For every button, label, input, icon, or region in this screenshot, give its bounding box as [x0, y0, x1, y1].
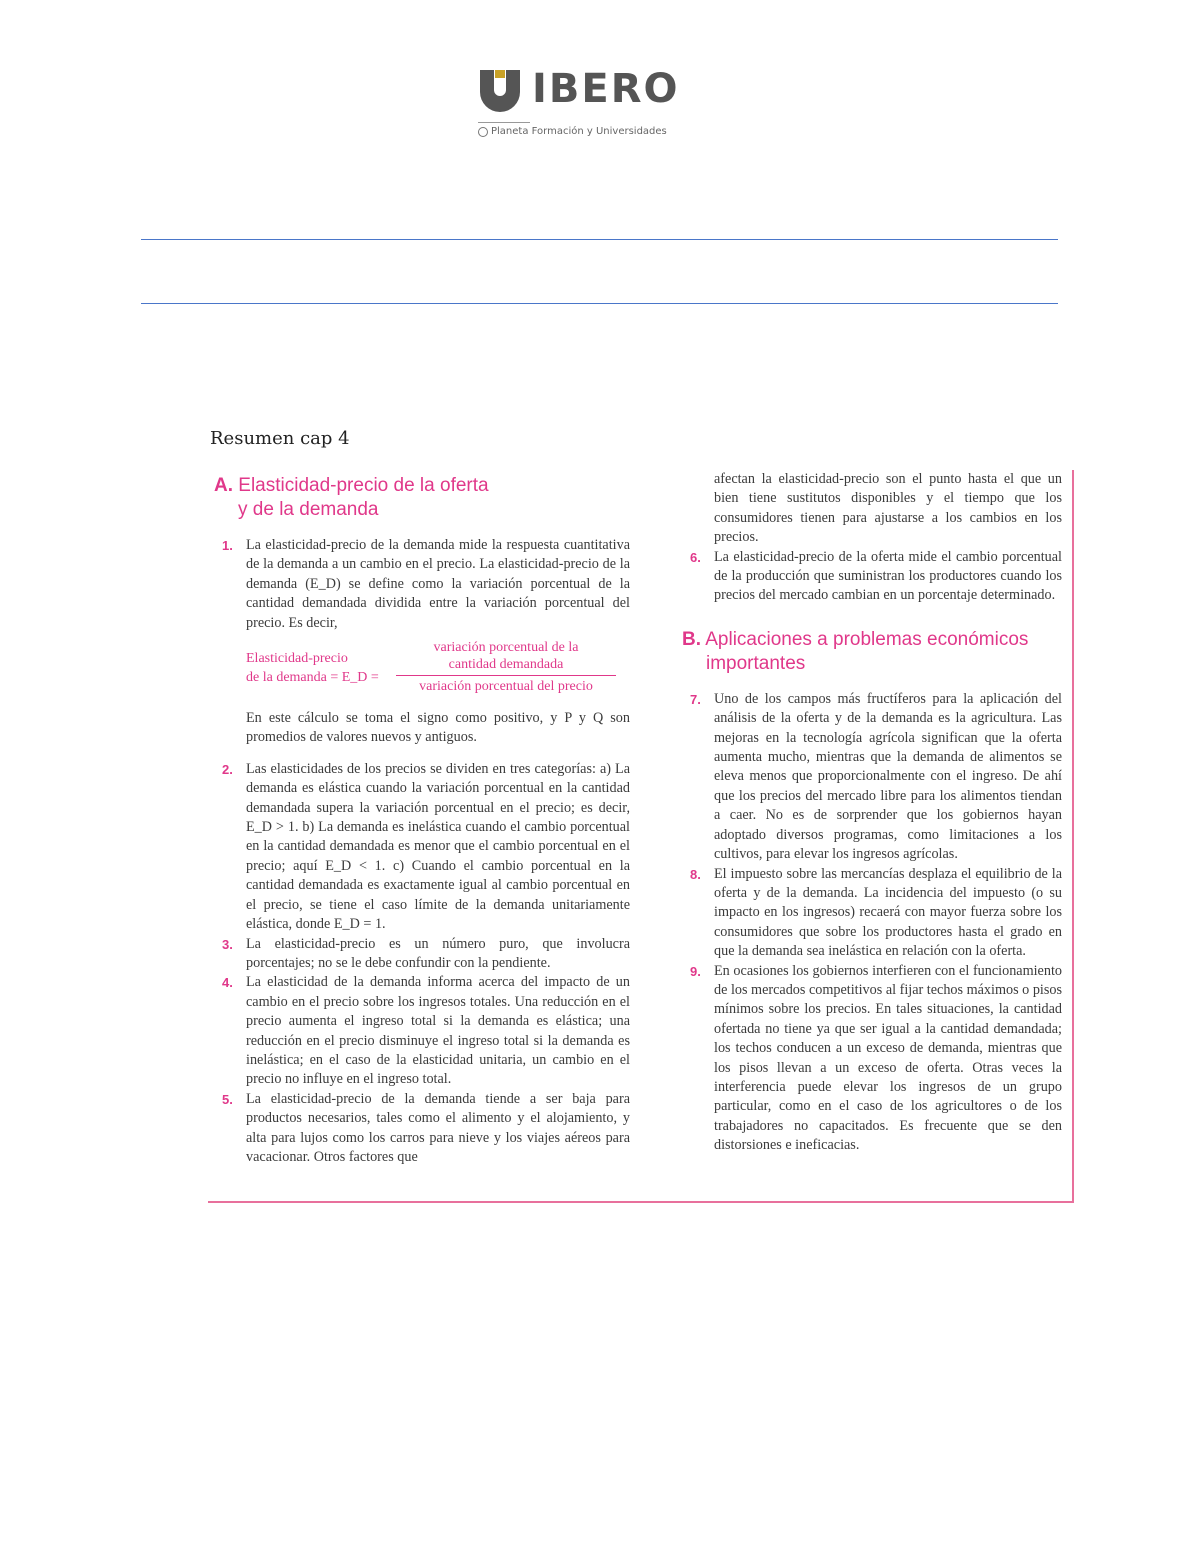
item-text: La elasticidad-precio de la demanda mide la respuesta cuantitativa de la demanda a un cambio en el precio. La elasticidad-precio de la demanda (E_D) se define como la variación porcentual de la cantidad demandada dividida entre la variación porcentual del precio. Es decir, [246, 537, 630, 631]
item-number: 9. [690, 963, 701, 979]
item-number: 8. [690, 866, 701, 882]
brand-name: IBERO [532, 66, 680, 112]
section-a-title-line2: y de la demanda [238, 499, 379, 520]
item-text: En ocasiones los gobiernos interfieren con el funcionamiento de los mercados competitivos al fijar techos máximos o pisos mínimos sobre los precios. En tales situaciones, la cantidad ofertada no tiene ya que ser igual a la cantidad demandada; los techos conducen a un exceso de demanda, mientras que los pisos llevan a un exceso de oferta. Otras veces la interferencia puede elevar los ingresos de un grupo particular, como en el caso de los agricultores o de los trabajadores no capacitados. Es frecuente que se den distorsiones e ineficacias. [714, 962, 1062, 1154]
right-column [682, 470, 1062, 1156]
formula-lhs [246, 649, 379, 687]
list-item-2 [214, 760, 630, 935]
section-a-letter: A. [214, 475, 233, 496]
list-item-1 [214, 536, 630, 633]
list-item-6 [682, 548, 1062, 606]
ibero-logo [478, 66, 678, 146]
section-b-letter: B. [682, 628, 701, 650]
formula-denominator: variación porcentual del precio [419, 679, 593, 695]
item-number: 3. [222, 936, 233, 952]
item-5-continuation: afectan la elasticidad-precio son el punto hasta el que un bien tiene sustitutos disponibles y el tiempo que los consumidores tienen para ajustarse a los cambios en los precios. [714, 471, 1062, 546]
item-number: 7. [690, 691, 701, 707]
brand-tagline: Planeta Formación y Universidades [491, 126, 667, 137]
ibero-shield-icon [478, 68, 522, 112]
formula-numerator-line2: cantidad demandada [448, 657, 564, 673]
formula-lhs-line1: Elasticidad-precio [246, 651, 348, 667]
item-number: 4. [222, 975, 233, 991]
item-text: Las elasticidades de los precios se dividen en tres categorías: a) La demanda es elástica cuando la variación porcentual en la cantidad demandada supera la variación porcentual en el precio; es decir, E_D > 1. b) La demanda es inelástica cuando el cambio porcentual en la cantidad demandada es menor que el cambio porcentual en el precio; aquí E_D < 1. c) Cuando el cambio porcentual en la cantidad demandada es exactamente igual al cambio porcentual en el precio, se tiene el caso límite de la demanda unitariamente elástica, donde E_D = 1. [246, 760, 630, 933]
item-text: La elasticidad de la demanda informa acerca del impacto de un cambio en el precio sobre los ingresos totales. Una reducción en el precio aumenta el ingreso total si la demanda es elástica; una reducción en el precio disminuye el ingreso total si la demanda es inelástica; en el caso de la elasticidad unitaria, un cambio en el precio no influye en el ingreso total. [246, 974, 630, 1088]
list-item-5 [214, 1090, 630, 1168]
formula-numerator [396, 639, 616, 676]
section-b-heading [682, 628, 1062, 676]
header-rule-top [141, 239, 1058, 240]
formula-numerator-line1: variación porcentual de la [433, 640, 579, 656]
elasticity-formula [246, 639, 630, 695]
list-item-9 [682, 962, 1062, 1156]
formula-fraction [396, 639, 616, 695]
globe-icon [478, 127, 488, 137]
left-column [214, 470, 630, 1167]
formula-lhs-line2: de la demanda = E_D = [246, 670, 379, 686]
item-number: 2. [222, 761, 233, 777]
item-text: La elasticidad-precio de la demanda tiende a ser baja para productos necesarios, tales como el alimento y el alojamiento, y alta para lujos como los carros para nieve y los viajes aéreos para vacacionar. Otros factores que [246, 1090, 630, 1165]
item-text: La elasticidad-precio es un número puro, que involucra porcentajes; no se le debe confundir con la pendiente. [246, 935, 630, 971]
header-rule-bottom [141, 303, 1058, 304]
scanned-textbook-excerpt [208, 470, 1074, 1203]
item-text: La elasticidad-precio de la oferta mide el cambio porcentual de la producción que suministran los productores cuando los precios del mercado cambian en un porcentaje determinado. [714, 548, 1062, 604]
list-item-3 [214, 935, 630, 974]
list-item-7 [682, 690, 1062, 865]
section-b-title-line1: Aplicaciones a problemas económicos [705, 628, 1029, 650]
list-item-8 [682, 865, 1062, 962]
section-a-title-line1: Elasticidad-precio de la oferta [238, 475, 489, 496]
logo-divider [478, 122, 530, 123]
item-number: 5. [222, 1091, 233, 1107]
list-item-4 [214, 973, 630, 1089]
document-title: Resumen cap 4 [210, 428, 350, 449]
brand-tagline-row [478, 126, 667, 137]
item-text: Uno de los campos más fructíferos para la aplicación del análisis de la oferta y de la demanda es la agricultura. Las mejoras en la tecnología agrícola significan que la oferta aumenta mucho, mientras que la demanda de alimentos se eleva menos que proporcionalmente con el ingreso. De ahí que los precios del mercado libre para los alimentos tiendan a caer. No es de sorprender que los gobiernos hayan adoptado diversos programas, como limitaciones a los cultivos, para elevar los ingresos agrícolas. [714, 690, 1062, 863]
item-text: El impuesto sobre las mercancías desplaza el equilibrio de la oferta y de la demanda. La incidencia del impuesto (o su impacto en los ingresos) recaerá con mayor fuerza sobre los consumidores que sobre los productores hasta el grado en que la demanda sea inelástica en relación con la oferta. [714, 865, 1062, 960]
section-a-heading [214, 474, 630, 522]
item-number: 1. [222, 538, 233, 553]
item-number: 6. [690, 549, 701, 565]
item-1-continuation: En este cálculo se toma el signo como positivo, y P y Q son promedios de valores nuevos y antiguos. [246, 710, 630, 746]
section-b-title-line2: importantes [706, 652, 806, 674]
